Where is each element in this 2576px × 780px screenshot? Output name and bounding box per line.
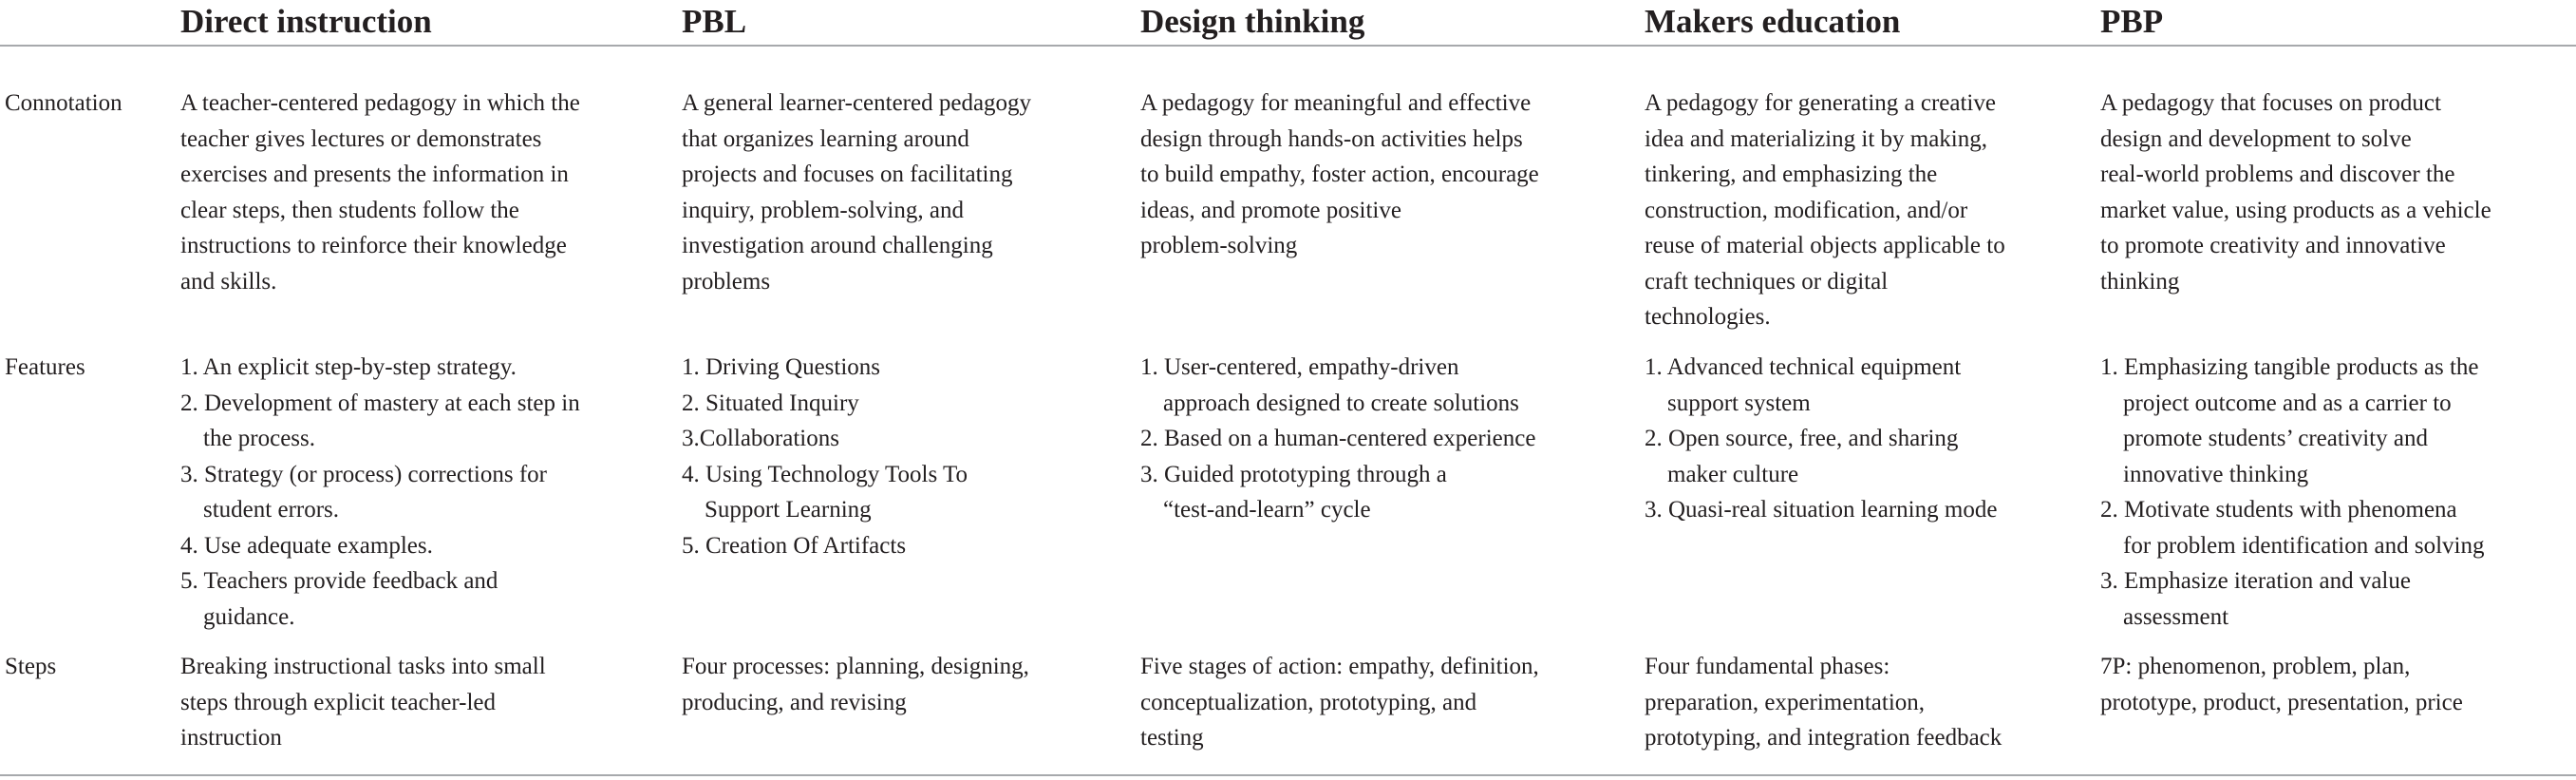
text-line: to promote creativity and innovative <box>2100 233 2446 258</box>
text-line: prototype, product, presentation, price <box>2100 689 2463 715</box>
text-line: testing <box>1140 725 1204 751</box>
header-divider <box>0 45 2576 47</box>
feature-list <box>682 350 968 563</box>
connotation-direct-instruction <box>180 86 580 299</box>
list-item: 1. Advanced technical equipment support system <box>1645 354 1962 416</box>
connotation-pbp <box>2100 86 2491 299</box>
row-label-features: Features <box>5 354 85 380</box>
text-line: Four fundamental phases: <box>1645 654 1890 679</box>
row-label-connotation: Connotation <box>5 90 122 116</box>
list-item: 2. Motivate students with phenomena for problem identification and solving <box>2100 497 2485 559</box>
list-item: 5. Creation Of Artifacts <box>682 532 907 559</box>
features-design-thinking <box>1140 350 1535 528</box>
steps-pbp <box>2100 649 2463 720</box>
text-line: real-world problems and discover the <box>2100 162 2455 187</box>
text-line: A pedagogy for meaningful and effective <box>1140 90 1532 116</box>
text-line: market value, using products as a vehicle <box>2100 197 2491 223</box>
list-item: 2. Situated Inquiry <box>682 390 859 416</box>
text-line: A teacher-centered pedagogy in which the <box>180 90 580 116</box>
text-line: Breaking instructional tasks into small <box>180 654 546 679</box>
text-line: problem-solving <box>1140 233 1298 258</box>
text-line: Five stages of action: empathy, definition, <box>1140 654 1539 679</box>
list-item: 5. Teachers provide feedback and guidance. <box>180 568 498 630</box>
text-line: conceptualization, prototyping, and <box>1140 689 1477 715</box>
list-item: 2. Based on a human-centered experience <box>1140 426 1536 451</box>
column-header-design-thinking: Design thinking <box>1140 3 1365 40</box>
feature-list <box>180 350 580 635</box>
list-item: 1. Driving Questions <box>682 354 881 380</box>
text-line: exercises and presents the information in <box>180 162 569 187</box>
column-header-pbp: PBP <box>2100 3 2164 40</box>
list-item: 3.Collaborations <box>682 426 839 451</box>
text-line: prototyping, and integration feedback <box>1645 725 2003 751</box>
list-item: 1. An explicit step-by-step strategy. <box>180 354 517 380</box>
text-line: craft techniques or digital <box>1645 268 1889 295</box>
feature-list <box>2100 350 2484 635</box>
text-line: reuse of material objects applicable to <box>1645 233 2005 258</box>
text-line: A pedagogy for generating a creative <box>1645 90 1996 116</box>
text-line: steps through explicit teacher-led <box>180 689 497 715</box>
text-line: Four processes: planning, designing, <box>682 654 1029 679</box>
feature-list <box>1140 350 1535 528</box>
connotation-pbl <box>682 86 1031 299</box>
list-item: 3. Guided prototyping through a “test-and-learn” cycle <box>1140 461 1447 523</box>
feature-list <box>1645 350 1997 528</box>
list-item: 1. Emphasizing tangible products as the project outcome and as a carrier to promote students’ creativity and innovative thinking <box>2100 354 2479 487</box>
features-pbl <box>682 350 968 563</box>
connotation-makers-education <box>1645 86 2005 335</box>
text-line: that organizes learning around <box>682 125 969 152</box>
text-line: and skills. <box>180 268 277 295</box>
text-line: producing, and revising <box>682 689 907 715</box>
text-line: A general learner-centered pedagogy <box>682 90 1032 116</box>
text-line: tinkering, and emphasizing the <box>1645 162 1938 187</box>
table-bottom-rule <box>0 774 2576 776</box>
text-line: preparation, experimentation, <box>1645 689 1926 715</box>
list-item: 1. User-centered, empathy-driven approach designed to create solutions <box>1140 354 1519 416</box>
list-item: 2. Development of mastery at each step in the process. <box>180 390 580 451</box>
text-line: projects and focuses on facilitating <box>682 162 1013 187</box>
text-line: investigation around challenging <box>682 233 993 258</box>
list-item: 3. Emphasize iteration and value assessment <box>2100 568 2411 630</box>
list-item: 4. Use adequate examples. <box>180 532 433 559</box>
text-line: 7P: phenomenon, problem, plan, <box>2100 654 2411 679</box>
column-header-makers-education: Makers education <box>1645 3 1901 40</box>
list-item: 2. Open source, free, and sharing maker culture <box>1645 426 1959 487</box>
text-line: design through hands-on activities helps <box>1140 125 1523 152</box>
list-item: 4. Using Technology Tools To Support Learning <box>682 461 968 523</box>
text-line: teacher gives lectures or demonstrates <box>180 125 542 152</box>
connotation-design-thinking <box>1140 86 1539 264</box>
text-line: ideas, and promote positive <box>1140 197 1401 223</box>
text-line: technologies. <box>1645 304 1771 330</box>
steps-direct-instruction <box>180 649 546 756</box>
text-line: idea and materializing it by making, <box>1645 125 1987 152</box>
features-pbp <box>2100 350 2484 635</box>
text-line: instructions to reinforce their knowledge <box>180 233 567 258</box>
list-item: 3. Strategy (or process) corrections for student errors. <box>180 461 547 523</box>
text-line: inquiry, problem-solving, and <box>682 197 964 223</box>
text-line: thinking <box>2100 268 2180 295</box>
text-line: instruction <box>180 725 282 751</box>
text-line: A pedagogy that focuses on product <box>2100 90 2441 116</box>
text-line: clear steps, then students follow the <box>180 197 519 223</box>
steps-makers-education <box>1645 649 2002 756</box>
row-label-steps: Steps <box>5 654 57 679</box>
text-line: to build empathy, foster action, encourage <box>1140 162 1539 187</box>
steps-pbl <box>682 649 1029 720</box>
column-header-pbl: PBL <box>682 3 747 40</box>
text-line: problems <box>682 268 771 295</box>
list-item: 3. Quasi-real situation learning mode <box>1645 497 1998 523</box>
text-line: construction, modification, and/or <box>1645 197 1968 223</box>
text-line: design and development to solve <box>2100 125 2412 152</box>
features-direct-instruction <box>180 350 580 635</box>
column-header-direct-instruction: Direct instruction <box>180 3 432 40</box>
features-makers-education <box>1645 350 1997 528</box>
steps-design-thinking <box>1140 649 1539 756</box>
